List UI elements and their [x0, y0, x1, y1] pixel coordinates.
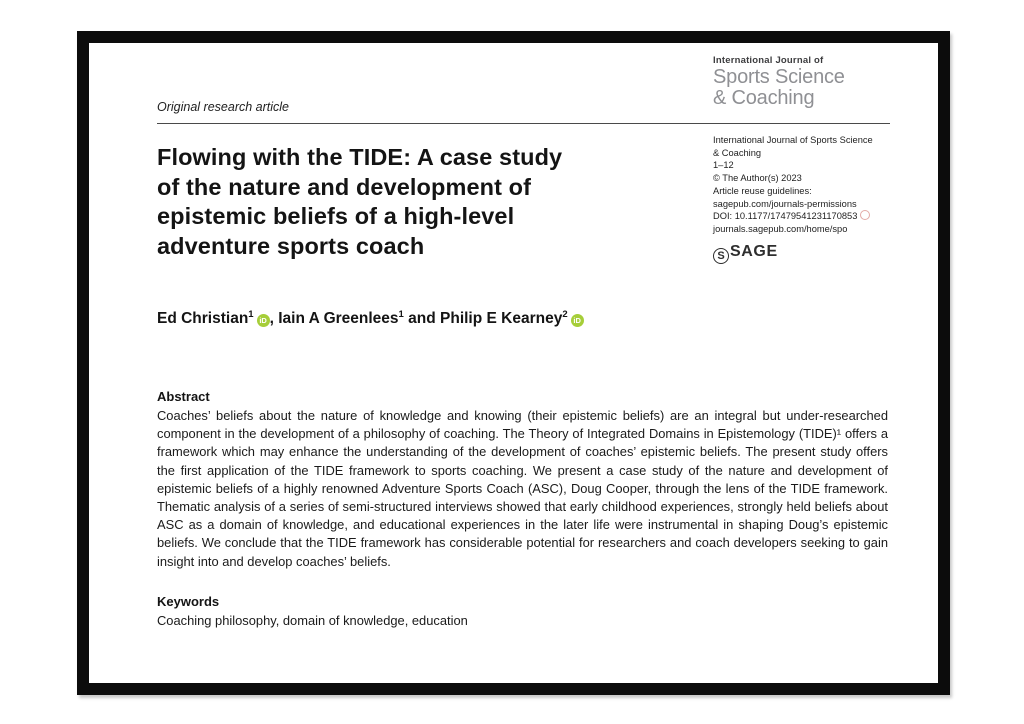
- sage-circle-s-icon: S: [713, 248, 729, 264]
- citation-doi-line: [713, 210, 913, 223]
- citation-block: [713, 134, 913, 236]
- article-title: [157, 143, 717, 261]
- orcid-icon[interactable]: iD: [257, 314, 270, 327]
- sage-logo-text: SAGE: [730, 243, 778, 260]
- author-2: [278, 310, 404, 327]
- article-title-line: Flowing with the TIDE: A case study: [157, 144, 563, 170]
- author-2-name: Iain A Greenlees: [278, 310, 399, 328]
- author-1: [157, 310, 254, 327]
- masthead-divider: [157, 123, 890, 124]
- author-3-affiliation-mark: 2: [562, 309, 568, 320]
- keywords-text: Coaching philosophy, domain of knowledge, education: [157, 613, 468, 628]
- author-1-name: Ed Christian: [157, 310, 249, 328]
- abstract-section: [157, 389, 888, 571]
- keywords-section: [157, 594, 888, 630]
- journal-logo-name-line2: & Coaching: [713, 87, 815, 109]
- journal-logo: [713, 55, 893, 109]
- abstract-heading: Abstract: [157, 389, 210, 404]
- citation-reuse-link[interactable]: sagepub.com/journals-permissions: [713, 198, 857, 209]
- citation-homepage-link[interactable]: journals.sagepub.com/home/spo: [713, 223, 848, 234]
- journal-logo-kicker: International Journal of: [713, 55, 824, 66]
- sage-publisher-logo: [713, 243, 778, 264]
- article-type-label: Original research article: [157, 100, 289, 114]
- article-title-line: adventure sports coach: [157, 232, 425, 259]
- citation-copyright: © The Author(s) 2023: [713, 173, 802, 184]
- citation-doi[interactable]: DOI: 10.1177/17479541231170853: [713, 211, 858, 222]
- article-title-line: epistemic beliefs of a high-level: [157, 203, 515, 229]
- citation-journal-name-line2: & Coaching: [713, 147, 762, 158]
- keywords-heading: Keywords: [157, 594, 220, 609]
- journal-logo-name-line1: Sports Science: [713, 66, 845, 88]
- author-separator: and: [403, 310, 441, 328]
- citation-journal-name-line1: International Journal of Sports Science: [713, 135, 873, 145]
- abstract-text: Coaches’ beliefs about the nature of knowledge and knowing (their epistemic beliefs) are an integral but under-researched component in the development of a philosophy of coaching. The Theory of Integrated Domains in Epistemology (TIDE)¹ offers a framework which may enhance the understanding of the development of coaches’ epistemic beliefs. The present study offers the first application of the TIDE framework to sports coaching. We present a case study of the nature and development of epistemic beliefs of a highly renowned Adventure Sports Coach (ASC), Doug Cooper, through the lens of the TIDE framework. Thematic analysis of a series of semi-structured interviews showed that early childhood experiences, strongly held beliefs about ASC as a domain of knowledge, and educational experiences in the later life were instrumental in shaping Doug’s epistemic beliefs. We conclude that the TIDE framework has considerable potential for researchers and coach developers seeking to gain insight into and develop coaches’ beliefs.: [157, 408, 888, 569]
- citation-page-range: 1–12: [713, 160, 734, 171]
- citation-reuse-label: Article reuse guidelines:: [713, 185, 812, 196]
- author-separator: ,: [269, 310, 279, 328]
- paper-frame: [77, 31, 950, 695]
- author-3-name: Philip E Kearney: [440, 310, 563, 328]
- orcid-icon[interactable]: iD: [571, 314, 584, 327]
- author-2-affiliation-mark: 1: [398, 309, 404, 320]
- check-for-updates-icon[interactable]: [860, 210, 870, 220]
- author-1-affiliation-mark: 1: [248, 309, 254, 320]
- author-line: [157, 309, 857, 328]
- author-3: [440, 310, 568, 327]
- article-title-line: of the nature and development of: [157, 173, 532, 200]
